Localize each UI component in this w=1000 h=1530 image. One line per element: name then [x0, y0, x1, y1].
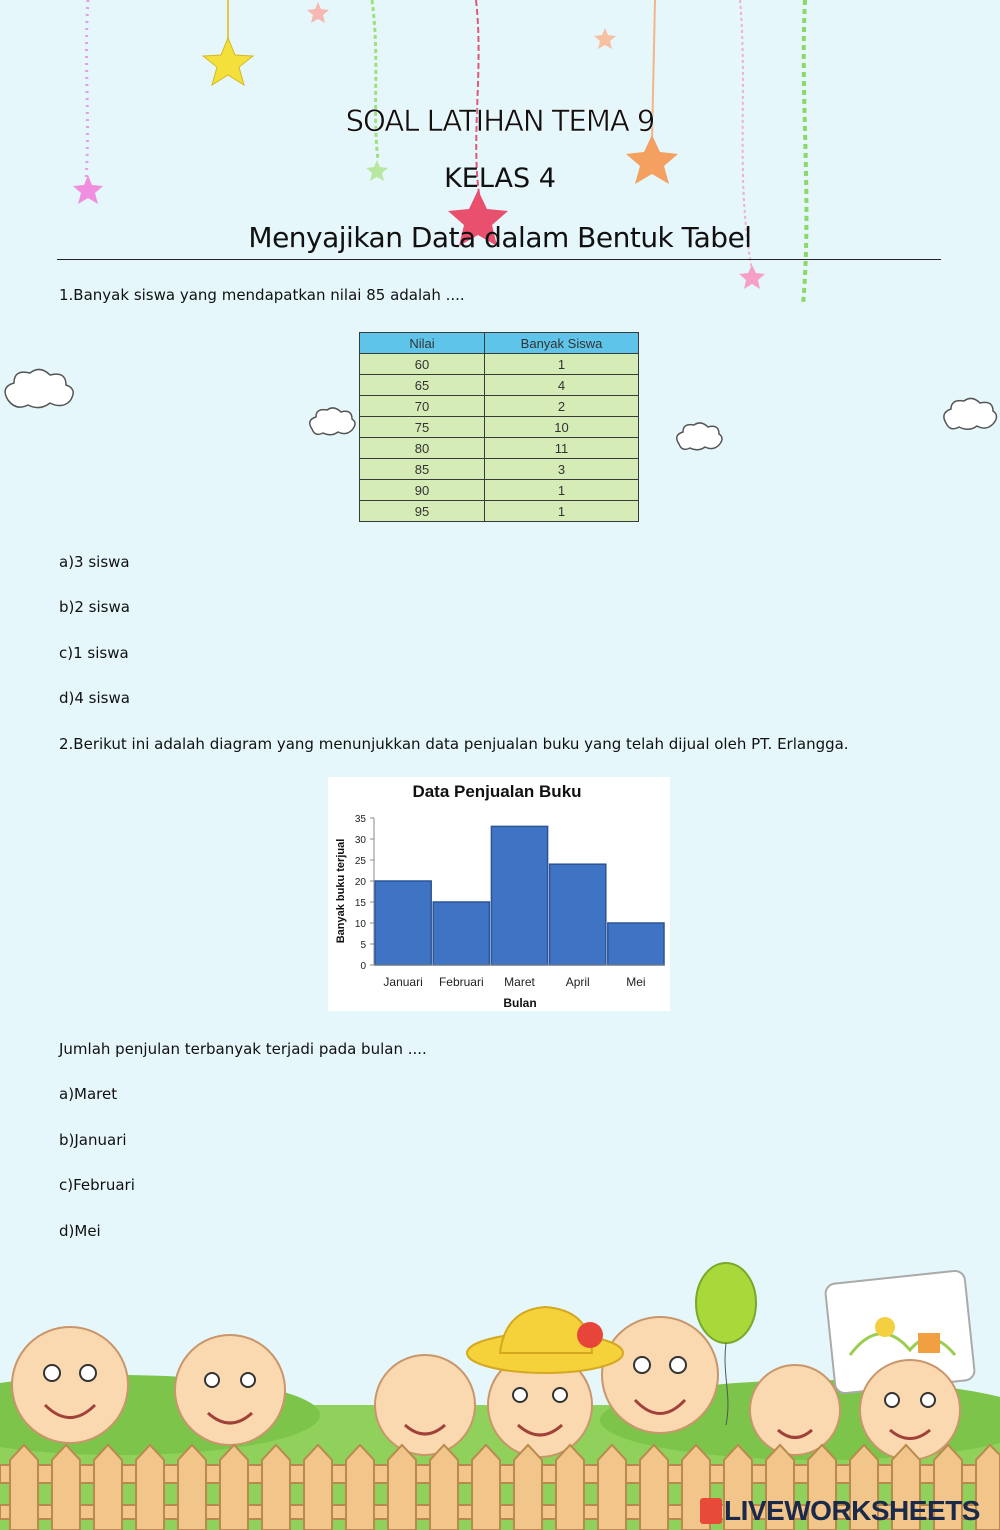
logo-icon [700, 1498, 722, 1524]
title-divider [57, 259, 941, 260]
table-cell: 2 [485, 396, 639, 417]
table-row [360, 417, 639, 438]
x-tick-label: April [565, 975, 590, 989]
y-tick-label: 20 [354, 877, 366, 888]
answer-option-c[interactable]: c)1 siswa [59, 644, 129, 662]
y-axis-label: Banyak buku terjual [335, 838, 347, 944]
bar-maret [491, 826, 547, 965]
bar-april [550, 864, 606, 965]
table-cell: 60 [360, 354, 485, 375]
answer-option-b[interactable]: b)Januari [59, 1131, 127, 1149]
table-cell: 75 [360, 417, 485, 438]
table-cell: 3 [485, 459, 639, 480]
x-tick-label: Maret [504, 975, 535, 989]
table-cell: 11 [485, 438, 639, 459]
score-table [359, 332, 639, 522]
table-row [360, 501, 639, 522]
chart-title: Data Penjualan Buku [412, 782, 582, 801]
column-header: Nilai [360, 333, 485, 354]
brand-text: LIVEWORKSHEETS [724, 1495, 980, 1526]
y-tick-label: 10 [354, 919, 366, 930]
x-tick-label: Februari [438, 975, 484, 989]
cloud-decoration [0, 365, 80, 415]
answer-option-a[interactable]: a)3 siswa [59, 553, 130, 571]
table-cell: 95 [360, 501, 485, 522]
worksheet-subtitle: Menyajikan Data dalam Bentuk Tabel [248, 221, 752, 254]
y-tick-label: 15 [354, 898, 366, 909]
bar-januari [375, 881, 431, 965]
question-2-text: 2.Berikut ini adalah diagram yang menunjukkan data penjualan buku yang telah dijual oleh PT. Erlangga. [59, 735, 849, 753]
liveworksheets-logo [700, 1495, 980, 1527]
table-cell: 4 [485, 375, 639, 396]
table-cell: 90 [360, 480, 485, 501]
y-tick-label: 5 [360, 940, 366, 951]
hanging-stars-decoration [0, 0, 1000, 310]
question-2-prompt: Jumlah penjulan terbanyak terjadi pada bulan .... [59, 1040, 427, 1058]
y-tick-label: 0 [360, 961, 366, 972]
answer-option-d[interactable]: d)Mei [59, 1222, 101, 1240]
answer-option-b[interactable]: b)2 siswa [59, 598, 130, 616]
table-row [360, 459, 639, 480]
question-1-text: 1.Banyak siswa yang mendapatkan nilai 85 adalah .... [59, 286, 465, 304]
table-cell: 65 [360, 375, 485, 396]
book-sales-bar-chart [328, 777, 670, 1011]
table-cell: 70 [360, 396, 485, 417]
table-row [360, 438, 639, 459]
y-tick-label: 35 [354, 814, 366, 825]
table-row [360, 480, 639, 501]
x-tick-label: Januari [383, 975, 423, 989]
answer-option-c[interactable]: c)Februari [59, 1176, 135, 1194]
cloud-decoration [940, 395, 1000, 435]
x-tick-label: Mei [626, 975, 646, 989]
worksheet-title: SOAL LATIHAN TEMA 9 [345, 104, 655, 138]
cloud-decoration [673, 420, 728, 455]
class-label: KELAS 4 [444, 163, 556, 194]
table-cell: 1 [485, 501, 639, 522]
table-cell: 1 [485, 480, 639, 501]
bar-februari [433, 902, 489, 965]
y-tick-label: 25 [354, 856, 366, 867]
table-cell: 85 [360, 459, 485, 480]
kids-fence-illustration [0, 1255, 1000, 1530]
column-header: Banyak Siswa [485, 333, 639, 354]
cloud-decoration [306, 405, 356, 440]
x-axis-label: Bulan [503, 996, 537, 1010]
y-tick-label: 30 [354, 835, 366, 846]
table-row [360, 375, 639, 396]
table-cell: 10 [485, 417, 639, 438]
table-cell: 80 [360, 438, 485, 459]
answer-option-a[interactable]: a)Maret [59, 1085, 118, 1103]
table-row [360, 354, 639, 375]
table-header-row [360, 333, 639, 354]
table-row [360, 396, 639, 417]
table-cell: 1 [485, 354, 639, 375]
answer-option-d[interactable]: d)4 siswa [59, 689, 130, 707]
bar-mei [608, 923, 664, 965]
